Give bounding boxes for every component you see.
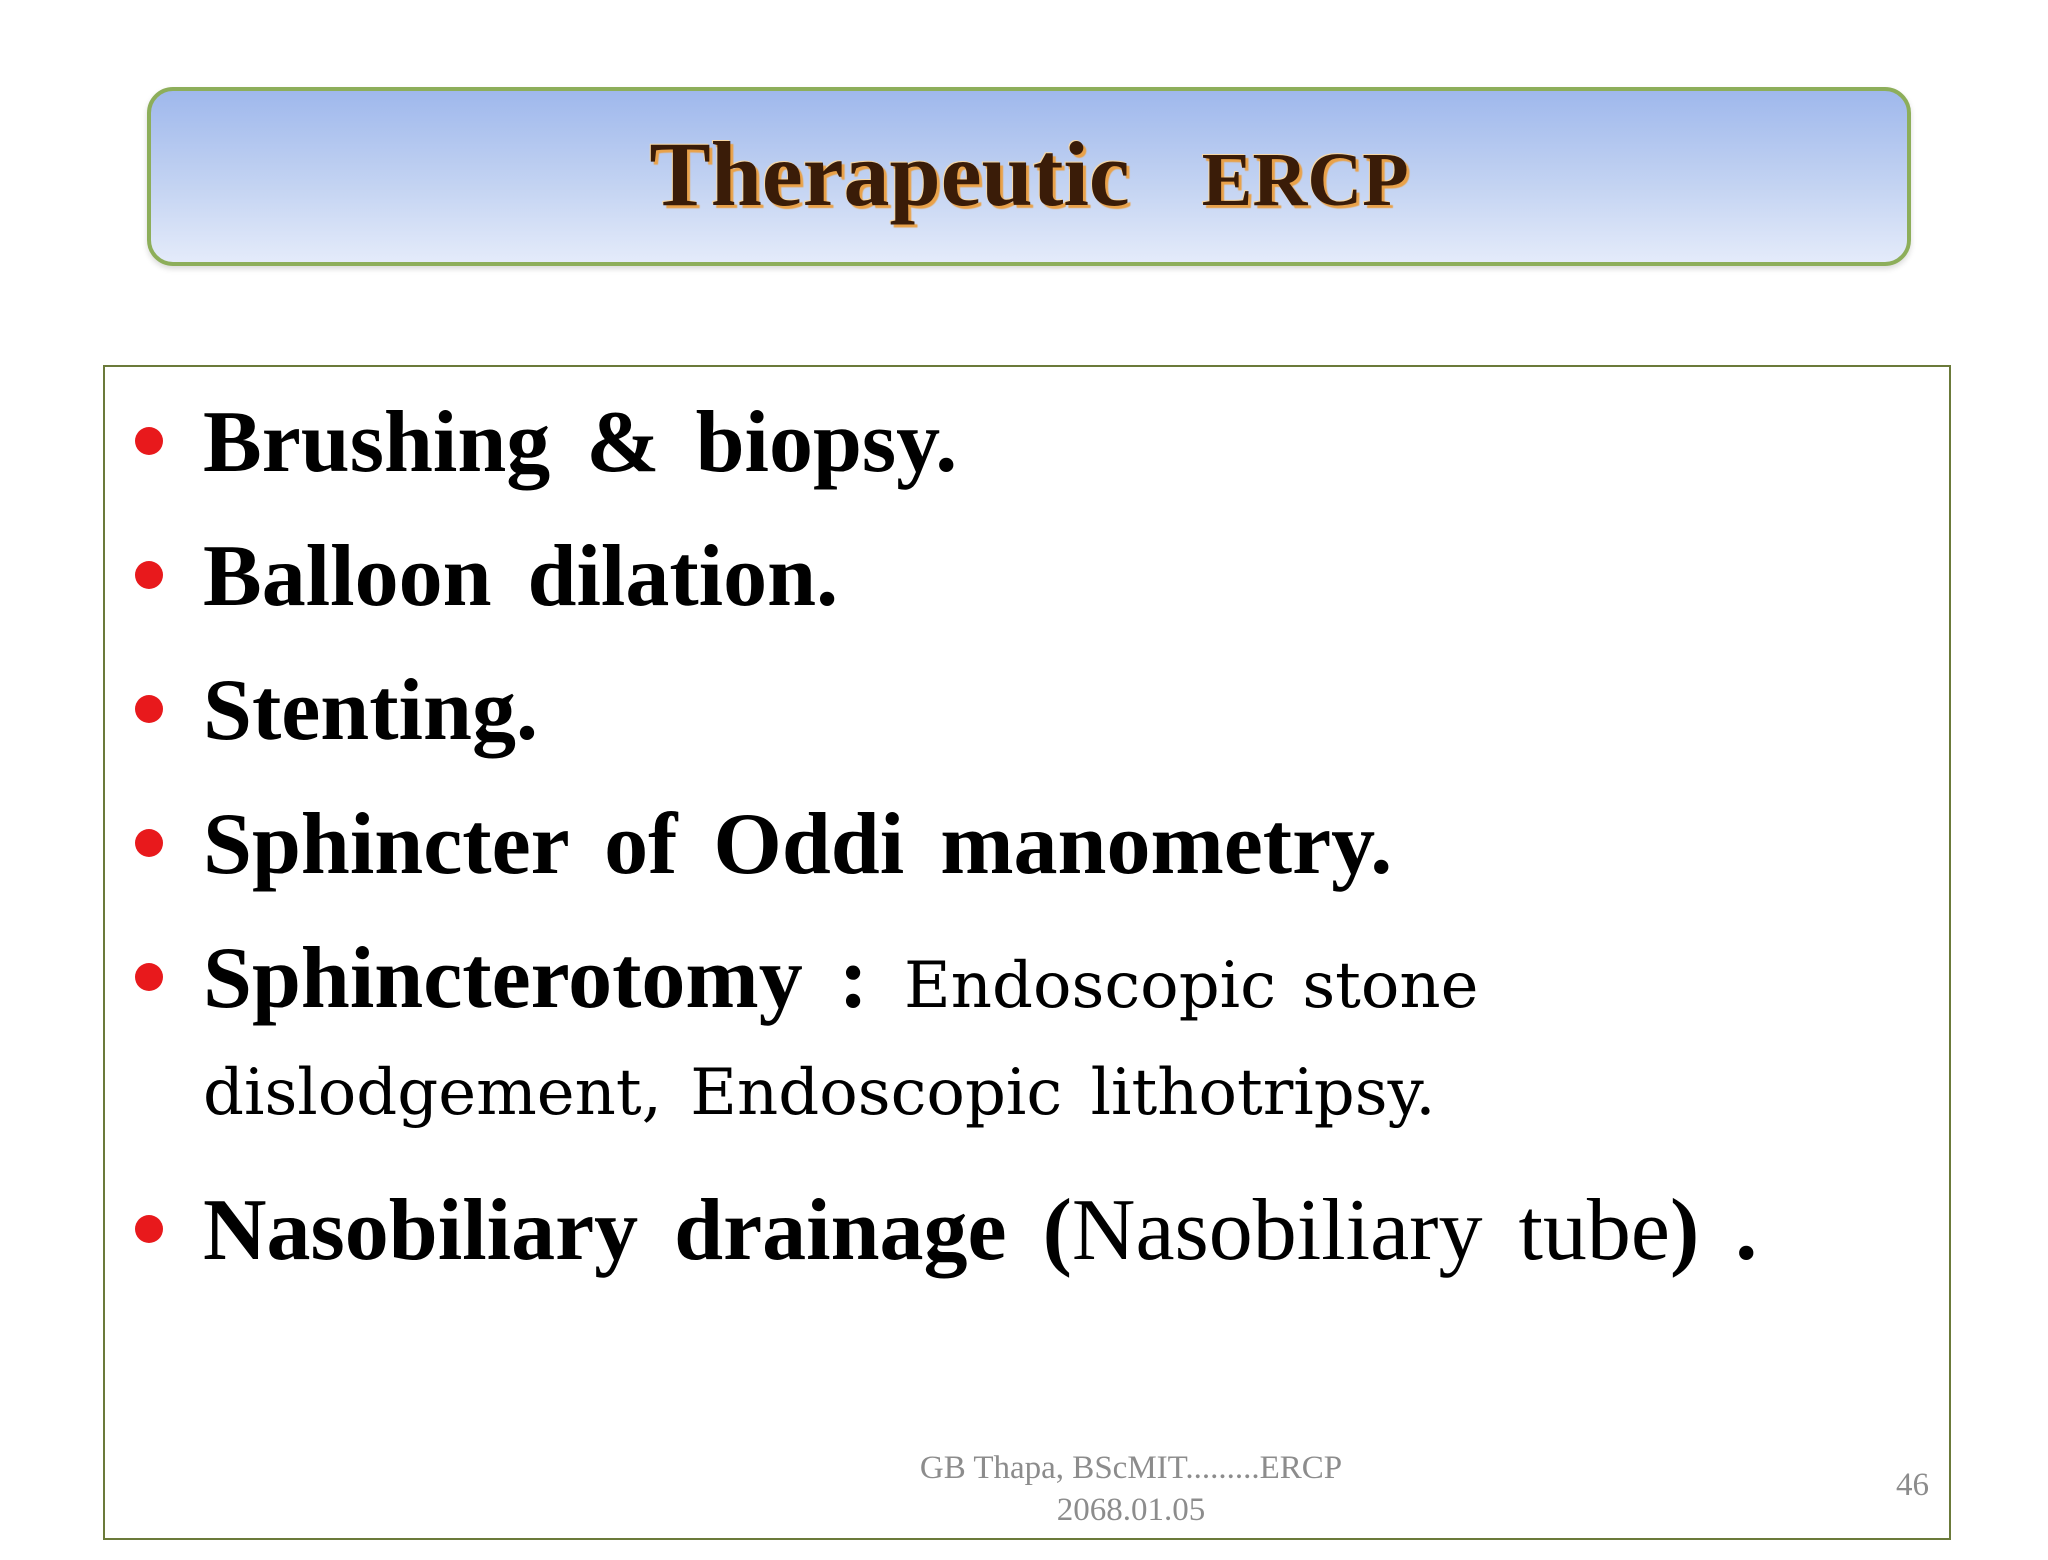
- bullet-label: Sphincter of Oddi manometry.: [203, 796, 1393, 893]
- bullet-label: [203, 930, 1479, 1027]
- bullet-label: Balloon dilation.: [203, 528, 839, 625]
- footer-line2: 2068.01.05: [1056, 1492, 1206, 1528]
- bullet-label: Stenting.: [203, 662, 538, 759]
- bullet-label-prefix: Nasobiliary drainage (: [203, 1182, 1072, 1279]
- bullet-label-suffix: ) .: [1669, 1182, 1758, 1279]
- bullet-detail-line2: dislodgement, Endoscopic lithotripsy.: [203, 1056, 1436, 1130]
- bullet-dot-icon: [135, 963, 163, 991]
- title-bar: [147, 87, 1911, 266]
- page-number: 46: [1896, 1467, 1929, 1503]
- bullet-dot-icon: [135, 561, 163, 589]
- title-main: Therapeutic: [649, 122, 1130, 225]
- bullet-dot-icon: [135, 427, 163, 455]
- title-sub: ERCP: [1201, 137, 1409, 222]
- bullet-label: Brushing & biopsy.: [203, 394, 958, 491]
- bullet-label-bold: Sphincterotomy :: [203, 930, 869, 1027]
- footer-line1: GB Thapa, BScMIT.........ERCP: [919, 1450, 1343, 1486]
- bullet-dot-icon: [135, 829, 163, 857]
- bullet-detail-line1: Endoscopic stone: [904, 949, 1479, 1023]
- bullet-dot-icon: [135, 1215, 163, 1243]
- bullet-dot-icon: [135, 695, 163, 723]
- footer-text: [705, 1447, 1557, 1531]
- bullet-label-inner: Nasobiliary tube: [1071, 1182, 1670, 1279]
- content-box: [103, 365, 1951, 1540]
- slide-title: [649, 121, 1408, 227]
- bullet-label: [203, 1182, 1758, 1279]
